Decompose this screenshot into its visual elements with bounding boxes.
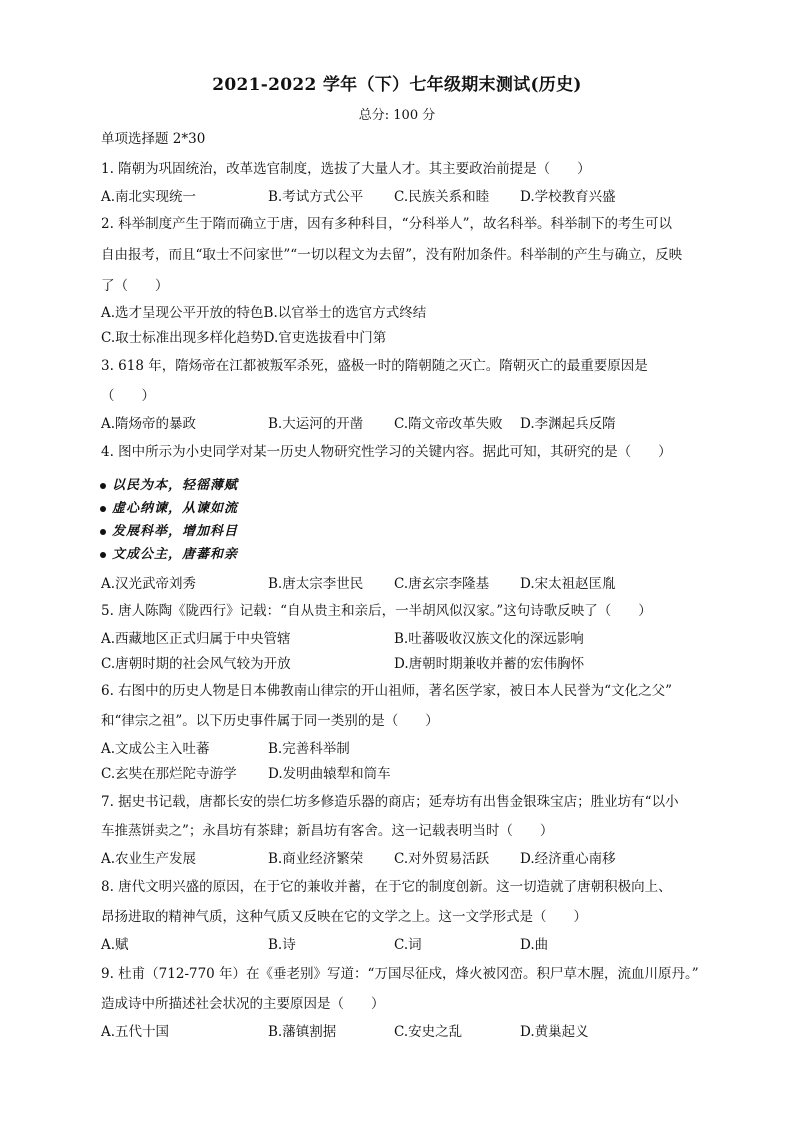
question-3-option-a[interactable]: A.隋炀帝的暴政	[101, 416, 197, 432]
question-2-stem-line-2: 自由报考，而且“取士不问家世”“一切以程文为去留”，没有附加条件。科举制的产生与确立，反映	[101, 247, 683, 263]
question-5-option-b[interactable]: B.吐蕃吸收汉族文化的深远影响	[394, 631, 584, 647]
question-7-option-c[interactable]: C.对外贸易活跃	[394, 851, 490, 867]
question-1-option-b[interactable]: B.考试方式公平	[268, 189, 364, 205]
question-3-option-b[interactable]: B.大运河的开凿	[268, 416, 364, 432]
question-4-note-1: 以民为本，轻徭薄赋	[100, 478, 238, 494]
section-heading: 单项选择题 2*30	[101, 131, 206, 147]
question-9-option-d[interactable]: D.黄巢起义	[520, 1024, 589, 1040]
question-1-option-c[interactable]: C.民族关系和睦	[394, 189, 490, 205]
question-9-option-a[interactable]: A.五代十国	[101, 1024, 170, 1040]
question-6-option-d[interactable]: D.发明曲辕犁和筒车	[268, 766, 391, 782]
question-4-option-b[interactable]: B.唐太宗李世民	[268, 576, 364, 592]
question-9-option-c[interactable]: C.安史之乱	[394, 1024, 463, 1040]
question-5-option-c[interactable]: C.唐朝时期的社会风气较为开放	[101, 656, 291, 672]
total-score: 总分: 100 分	[358, 108, 436, 123]
question-2-stem-line-3: 了（ ）	[101, 278, 169, 294]
question-7-option-d[interactable]: D.经济重心南移	[520, 851, 616, 867]
question-6-stem-line-2: 和“律宗之祖”。以下历史事件属于同一类别的是（ ）	[101, 713, 439, 729]
question-8-option-a[interactable]: A.赋	[101, 937, 129, 953]
question-3-option-d[interactable]: D.李渊起兵反隋	[520, 416, 616, 432]
question-4-note-2: 虚心纳谏，从谏如流	[100, 501, 238, 517]
question-6-stem-line-1: 6. 右图中的历史人物是日本佛教南山律宗的开山祖师，著名医学家，被日本人民誉为“文化之父”	[101, 683, 672, 699]
question-6-option-a[interactable]: A.文成公主入吐蕃	[101, 741, 210, 757]
question-9-stem-line-1: 9. 杜甫（712-770 年）在《垂老别》写道：“万国尽征戍，烽火被冈峦。积尸草木腥，流血川原丹。”	[101, 966, 699, 982]
question-6-option-b[interactable]: B.完善科举制	[268, 741, 350, 757]
bullet-icon	[100, 552, 106, 558]
question-8-stem-line-2: 昂扬进取的精神气质，这种气质又反映在它的文学之上。这一文学形式是（ ）	[101, 909, 587, 925]
question-6-option-c[interactable]: C.玄奘在那烂陀寺游学	[101, 766, 237, 782]
page-title: 2021-2022 学年（下）七年级期末测试(历史)	[212, 75, 582, 95]
question-9-option-b[interactable]: B.藩镇割据	[268, 1024, 337, 1040]
question-4-option-a[interactable]: A.汉光武帝刘秀	[101, 576, 197, 592]
question-8-option-d[interactable]: D.曲	[520, 937, 549, 953]
question-3-stem-line-2: （ ）	[101, 388, 155, 404]
question-4-option-d[interactable]: D.宋太祖赵匡胤	[520, 576, 616, 592]
question-1-option-d[interactable]: D.学校教育兴盛	[520, 189, 616, 205]
question-4-note-4: 文成公主，唐蕃和亲	[100, 547, 238, 563]
question-2-option-ab[interactable]: A.选才呈现公平开放的特色B.以官举士的选官方式终结	[101, 305, 427, 321]
question-7-option-b[interactable]: B.商业经济繁荣	[268, 851, 364, 867]
question-8-stem-line-1: 8. 唐代文明兴盛的原因，在于它的兼收并蓄，在于它的制度创新。这一切造就了唐朝积极向上、	[101, 879, 672, 895]
question-4-stem: 4. 图中所示为小史同学对某一历史人物研究性学习的关键内容。据此可知，其研究的是（ ）	[101, 444, 672, 460]
question-3-stem-line-1: 3. 618 年，隋炀帝在江都被叛军杀死，盛极一时的隋朝随之灭亡。隋朝灭亡的最重要原因是	[101, 358, 648, 374]
question-7-stem-line-2: 车推蒸饼卖之”；永昌坊有茶肆；新昌坊有客舍。这一记载表明当时（ ）	[101, 823, 554, 839]
bullet-icon	[100, 506, 106, 512]
question-7-stem-line-1: 7. 据史书记载，唐都长安的崇仁坊多修造乐器的商店；延寿坊有出售金银珠宝店；胜业坊有“以小	[101, 794, 679, 810]
question-8-option-c[interactable]: C.词	[394, 937, 422, 953]
question-8-option-b[interactable]: B.诗	[268, 937, 296, 953]
question-2-option-cd[interactable]: C.取士标准出现多样化趋势D.官吏选拔看中门第	[101, 330, 387, 346]
question-7-option-a[interactable]: A.农业生产发展	[101, 851, 197, 867]
question-9-stem-line-2: 造成诗中所描述社会状况的主要原因是（ ）	[101, 996, 385, 1012]
bullet-icon	[100, 529, 106, 535]
bullet-icon	[100, 483, 106, 489]
question-4-option-c[interactable]: C.唐玄宗李隆基	[394, 576, 490, 592]
question-2-stem-line-1: 2. 科举制度产生于隋而确立于唐，因有多种科目，“分科举人”，故名科举。科举制下的考生可以	[101, 216, 672, 232]
question-4-note-3: 发展科举，增加科目	[100, 524, 238, 540]
question-1-option-a[interactable]: A.南北实现统一	[101, 189, 197, 205]
question-1-stem: 1. 隋朝为巩固统治，改革选官制度，选拔了大量人才。其主要政治前提是（ ）	[101, 161, 591, 177]
question-3-option-c[interactable]: C.隋文帝改革失败	[394, 416, 503, 432]
question-5-option-d[interactable]: D.唐朝时期兼收并蓄的宏伟胸怀	[394, 656, 585, 672]
question-5-stem: 5. 唐人陈陶《陇西行》记载：“自从贵主和亲后，一半胡风似汉家。”这句诗歌反映了（ ）	[101, 603, 652, 619]
question-5-option-a[interactable]: A.西藏地区正式归属于中央管辖	[101, 631, 291, 647]
